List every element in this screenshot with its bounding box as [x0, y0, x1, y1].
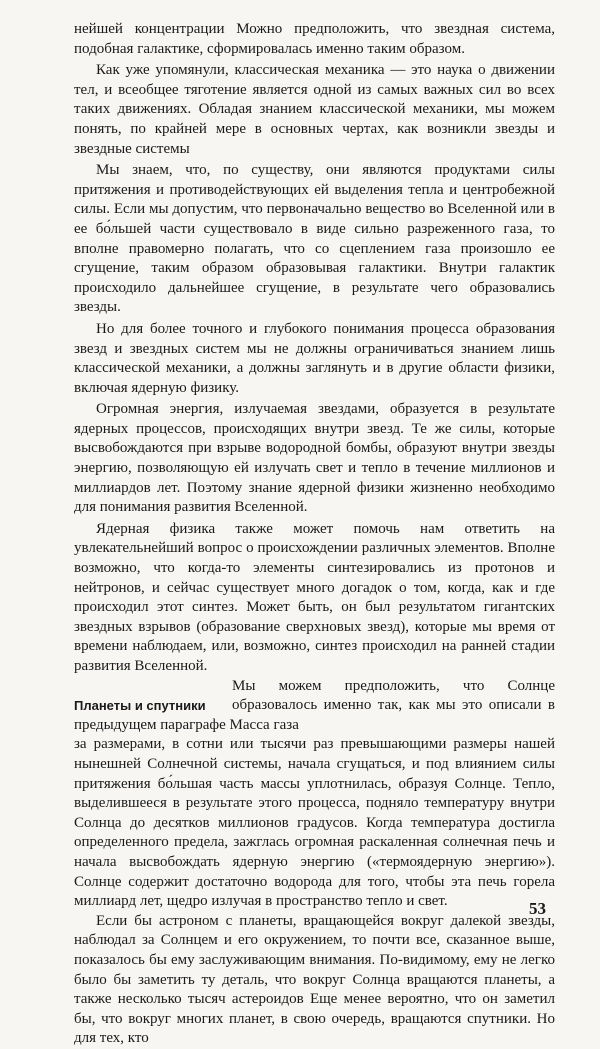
section-heading: Планеты и спутники	[74, 698, 206, 714]
paragraph-4: Но для более точного и глубокого понимания процесса образования звезд и звездных систем мы не должны ограничиваться знанием лишь классической механики, а должны заглянуть и в другие области физики, включая ядерную физику.	[74, 320, 555, 396]
section-lead-continuation: за размерами, в сотни или тысячи раз превышающими размеры нашей нынешней Солнечной системы, начала сгущаться, и под влиянием силы притяжения бо́льшая часть массы уплотнилась, образуя Солнце. Тепло, выделившееся в результате этого процесса, подняло температуру внутри Солнца до десятков миллионов градусов. Когда температура достигла определенного предела, зажглась огромная раскаленная солнечная печь и начала высвобождать ядерную энергию («термоядерную энергию»). Солнце содержит достаточно водорода для того, чтобы эта печь горела миллиард лет, щедро излучая в пространство тепло и свет.	[74, 736, 555, 910]
book-page	[74, 20, 555, 1049]
section-paragraph-2: Если бы астроном с планеты, вращающейся вокруг далекой звезды, наблюдал за Солнцем и его окружением, то почти все, сказанное выше, показалось бы ему заслуживающим внимания. По-видимому, ему не легко было бы заметить ту деталь, что вокруг Солнца вращаются планеты, а также несколько тысяч астероидов Еще менее вероятно, что он заметил бы, что вокруг многих планет, в свою очередь, вращаются спутники. Но для тех, кто	[74, 912, 555, 1047]
paragraph-3: Мы знаем, что, по существу, они являются продуктами силы притяжения и противодействующих ей выделения тепла и центробежной силы. Если мы допустим, что первоначально вещество во Вселенной или в ее бо́льшей части существовало в виде сильно разреженного газа, то вполне правомерно полагать, что со сцеплением газа произошло ее сгущение, таким образом образовывая галактики. Внутри галактик происходило дальнейшее сгущение, в результате чего образовались звезды.	[74, 162, 555, 316]
section-planets-and-satellites	[74, 677, 555, 1049]
paragraph-5: Огромная энергия, излучаемая звездами, образуется в результате ядерных процессов, происходящих внутри звезд. Те же силы, которые высвобождаются при взрыве водородной бомбы, образуют внутри звезды энергию, позволяющую ей излучать свет и тепло в течение миллионов и миллиардов лет. Поэтому знание ядерной физики жизненно необходимо для понимания развития Вселенной.	[74, 401, 555, 516]
page-number: 53	[529, 899, 546, 918]
paragraph-6: Ядерная физика также может помочь нам ответить на увлекательнейший вопрос о происхождении различных элементов. Вполне возможно, что когда-то элементы синтезировались из протонов и нейтронов, и сейчас существует много догадок о том, когда, как и где происходил этот синтез. Может быть, он был результатом гигантских звездных взрывов (образование сверхновых звезд), которые мы время от времени наблюдаем, или, возможно, синтез происходил на ранней стадии развития Вселенной.	[74, 520, 555, 674]
paragraph-1: нейшей концентрации Можно предположить, что звездная система, подобная галактике, сформировалась именно таким образом.	[74, 21, 555, 57]
paragraph-2: Как уже упомянули, классическая механика — это наука о движении тел, и всеобщее тяготение является одной из самых важных сил во всех таких движениях. Обладая знанием классической механики, мы можем понять, по крайней мере в основных чертах, как возникли звезды и звездные системы	[74, 62, 555, 157]
section-lead-text: Мы можем предположить, что Солнце образовалось именно так, как мы это описали в предыдущем параграфе Масса газа	[74, 677, 555, 733]
